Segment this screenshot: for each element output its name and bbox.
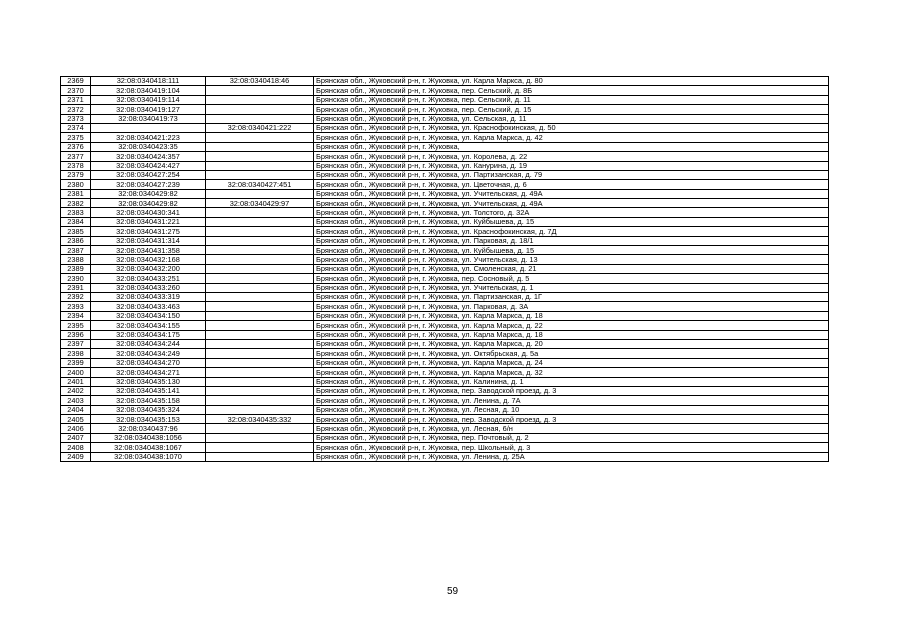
cadastral-number-cell: 32:08:0340432:200 [91,264,206,273]
linked-cadastral-number-cell [206,274,314,283]
address-cell: Брянская обл., Жуковский р-н, г. Жуковка, ул. Ленина, д. 7А [314,396,829,405]
address-cell: Брянская обл., Жуковский р-н, г. Жуковка, ул. Калинина, д. 1 [314,377,829,386]
table-row [61,443,829,452]
linked-cadastral-number-cell [206,433,314,442]
linked-cadastral-number-cell [206,358,314,367]
address-cell: Брянская обл., Жуковский р-н, г. Жуковка, ул. Карла Маркса, д. 80 [314,77,829,86]
linked-cadastral-number-cell [206,170,314,179]
table-row [61,349,829,358]
cadastral-number-cell: 32:08:0340419:114 [91,95,206,104]
cadastral-number-cell: 32:08:0340438:1056 [91,433,206,442]
linked-cadastral-number-cell [206,377,314,386]
table-row [61,227,829,236]
row-number-cell: 2398 [61,349,91,358]
linked-cadastral-number-cell [206,152,314,161]
row-number-cell: 2406 [61,424,91,433]
address-cell: Брянская обл., Жуковский р-н, г. Жуковка, пер. Сосновый, д. 5 [314,274,829,283]
cadastral-number-cell: 32:08:0340419:127 [91,105,206,114]
table-row [61,142,829,151]
linked-cadastral-number-cell [206,405,314,414]
row-number-cell: 2388 [61,255,91,264]
linked-cadastral-number-cell [206,452,314,461]
table-row [61,152,829,161]
cadastral-number-cell: 32:08:0340433:463 [91,302,206,311]
table-row [61,180,829,189]
row-number-cell: 2407 [61,433,91,442]
row-number-cell: 2387 [61,246,91,255]
address-cell: Брянская обл., Жуковский р-н, г. Жуковка, ул. Лесная, 6/н [314,424,829,433]
linked-cadastral-number-cell [206,302,314,311]
table-row [61,105,829,114]
linked-cadastral-number-cell [206,217,314,226]
linked-cadastral-number-cell [206,311,314,320]
address-cell: Брянская обл., Жуковский р-н, г. Жуковка, пер. Заводской проезд, д. 3 [314,415,829,424]
address-cell: Брянская обл., Жуковский р-н, г. Жуковка, ул. Парковая, д. 18/1 [314,236,829,245]
table-row [61,274,829,283]
row-number-cell: 2408 [61,443,91,452]
cadastral-number-cell: 32:08:0340429:82 [91,199,206,208]
table-row [61,283,829,292]
row-number-cell: 2399 [61,358,91,367]
linked-cadastral-number-cell [206,105,314,114]
table-row [61,405,829,414]
registry-table-body [61,77,829,462]
table-row [61,415,829,424]
cadastral-number-cell: 32:08:0340434:249 [91,349,206,358]
linked-cadastral-number-cell [206,142,314,151]
table-row [61,452,829,461]
linked-cadastral-number-cell: 32:08:0340421:222 [206,123,314,132]
cadastral-number-cell: 32:08:0340418:111 [91,77,206,86]
linked-cadastral-number-cell [206,424,314,433]
row-number-cell: 2384 [61,217,91,226]
cadastral-number-cell: 32:08:0340431:275 [91,227,206,236]
cadastral-number-cell: 32:08:0340423:35 [91,142,206,151]
address-cell: Брянская обл., Жуковский р-н, г. Жуковка, ул. Партизанская, д. 79 [314,170,829,179]
cadastral-number-cell: 32:08:0340432:168 [91,255,206,264]
address-cell: Брянская обл., Жуковский р-н, г. Жуковка, пер. Сельский, д. 8Б [314,86,829,95]
row-number-cell: 2376 [61,142,91,151]
linked-cadastral-number-cell [206,264,314,273]
cadastral-number-cell: 32:08:0340437:96 [91,424,206,433]
row-number-cell: 2403 [61,396,91,405]
row-number-cell: 2390 [61,274,91,283]
table-row [61,377,829,386]
cadastral-number-cell: 32:08:0340429:82 [91,189,206,198]
linked-cadastral-number-cell [206,133,314,142]
address-cell: Брянская обл., Жуковский р-н, г. Жуковка, пер. Сельский, д. 15 [314,105,829,114]
table-row [61,133,829,142]
linked-cadastral-number-cell [206,255,314,264]
table-row [61,255,829,264]
address-cell: Брянская обл., Жуковский р-н, г. Жуковка, ул. Карла Маркса, д. 32 [314,368,829,377]
page-number: 59 [446,586,459,597]
address-cell: Брянская обл., Жуковский р-н, г. Жуковка, ул. Краснофокинская, д. 50 [314,123,829,132]
cadastral-number-cell: 32:08:0340433:260 [91,283,206,292]
table-row [61,114,829,123]
table-row [61,77,829,86]
row-number-cell: 2381 [61,189,91,198]
row-number-cell: 2383 [61,208,91,217]
row-number-cell: 2386 [61,236,91,245]
cadastral-number-cell: 32:08:0340419:73 [91,114,206,123]
linked-cadastral-number-cell: 32:08:0340429:97 [206,199,314,208]
table-row [61,339,829,348]
linked-cadastral-number-cell [206,95,314,104]
address-cell: Брянская обл., Жуковский р-н, г. Жуковка, ул. Цветочная, д. 6 [314,180,829,189]
address-cell: Брянская обл., Жуковский р-н, г. Жуковка, ул. Учительская, д. 13 [314,255,829,264]
linked-cadastral-number-cell [206,189,314,198]
cadastral-number-cell: 32:08:0340433:319 [91,292,206,301]
table-row [61,236,829,245]
table-row [61,123,829,132]
address-cell: Брянская обл., Жуковский р-н, г. Жуковка, ул. Карла Маркса, д. 24 [314,358,829,367]
cadastral-number-cell: 32:08:0340438:1067 [91,443,206,452]
table-row [61,386,829,395]
address-cell: Брянская обл., Жуковский р-н, г. Жуковка, ул. Карла Маркса, д. 22 [314,321,829,330]
row-number-cell: 2391 [61,283,91,292]
address-cell: Брянская обл., Жуковский р-н, г. Жуковка, ул. Куйбышева, д. 15 [314,246,829,255]
address-cell: Брянская обл., Жуковский р-н, г. Жуковка, ул. Партизанская, д. 1Г [314,292,829,301]
cadastral-number-cell: 32:08:0340431:358 [91,246,206,255]
cadastral-number-cell: 32:08:0340434:155 [91,321,206,330]
table-row [61,311,829,320]
row-number-cell: 2392 [61,292,91,301]
address-cell: Брянская обл., Жуковский р-н, г. Жуковка, ул. Куйбышева, д. 15 [314,217,829,226]
linked-cadastral-number-cell [206,227,314,236]
property-registry-table [60,76,829,462]
table-row [61,424,829,433]
row-number-cell: 2401 [61,377,91,386]
row-number-cell: 2404 [61,405,91,414]
table-row [61,95,829,104]
cadastral-number-cell: 32:08:0340431:314 [91,236,206,245]
row-number-cell: 2397 [61,339,91,348]
linked-cadastral-number-cell [206,236,314,245]
address-cell: Брянская обл., Жуковский р-н, г. Жуковка, ул. Парковая, д. 3А [314,302,829,311]
cadastral-number-cell: 32:08:0340427:254 [91,170,206,179]
address-cell: Брянская обл., Жуковский р-н, г. Жуковка, [314,142,829,151]
address-cell: Брянская обл., Жуковский р-н, г. Жуковка, ул. Королева, д. 22 [314,152,829,161]
row-number-cell: 2400 [61,368,91,377]
row-number-cell: 2405 [61,415,91,424]
table-row [61,170,829,179]
address-cell: Брянская обл., Жуковский р-н, г. Жуковка, ул. Ленина, д. 25А [314,452,829,461]
address-cell: Брянская обл., Жуковский р-н, г. Жуковка, пер. Почтовый, д. 2 [314,433,829,442]
row-number-cell: 2409 [61,452,91,461]
address-cell: Брянская обл., Жуковский р-н, г. Жуковка, пер. Заводской проезд, д. 3 [314,386,829,395]
table-row [61,358,829,367]
linked-cadastral-number-cell: 32:08:0340435:332 [206,415,314,424]
cadastral-number-cell: 32:08:0340431:221 [91,217,206,226]
linked-cadastral-number-cell [206,246,314,255]
address-cell: Брянская обл., Жуковский р-н, г. Жуковка, ул. Карла Маркса, д. 18 [314,330,829,339]
address-cell: Брянская обл., Жуковский р-н, г. Жуковка, ул. Учительская, д. 1 [314,283,829,292]
linked-cadastral-number-cell [206,443,314,452]
cadastral-number-cell: 32:08:0340434:270 [91,358,206,367]
table-row [61,86,829,95]
cadastral-number-cell: 32:08:0340434:150 [91,311,206,320]
table-row [61,292,829,301]
row-number-cell: 2394 [61,311,91,320]
table-row [61,321,829,330]
address-cell: Брянская обл., Жуковский р-н, г. Жуковка, ул. Карла Маркса, д. 42 [314,133,829,142]
table-row [61,199,829,208]
row-number-cell: 2402 [61,386,91,395]
address-cell: Брянская обл., Жуковский р-н, г. Жуковка, ул. Октябрьская, д. 5а [314,349,829,358]
row-number-cell: 2373 [61,114,91,123]
address-cell: Брянская обл., Жуковский р-н, г. Жуковка, пер. Школьный, д. 3 [314,443,829,452]
cadastral-number-cell: 32:08:0340419:104 [91,86,206,95]
linked-cadastral-number-cell [206,321,314,330]
linked-cadastral-number-cell [206,330,314,339]
address-cell: Брянская обл., Жуковский р-н, г. Жуковка, ул. Учительская, д. 49А [314,199,829,208]
row-number-cell: 2379 [61,170,91,179]
row-number-cell: 2389 [61,264,91,273]
cadastral-number-cell [91,123,206,132]
cadastral-number-cell: 32:08:0340435:324 [91,405,206,414]
row-number-cell: 2393 [61,302,91,311]
address-cell: Брянская обл., Жуковский р-н, г. Жуковка, пер. Сельский, д. 11 [314,95,829,104]
address-cell: Брянская обл., Жуковский р-н, г. Жуковка, ул. Толстого, д. 32А [314,208,829,217]
row-number-cell: 2370 [61,86,91,95]
table-row [61,161,829,170]
address-cell: Брянская обл., Жуковский р-н, г. Жуковка, ул. Лесная, д. 10 [314,405,829,414]
cadastral-number-cell: 32:08:0340424:427 [91,161,206,170]
table-row [61,246,829,255]
linked-cadastral-number-cell [206,86,314,95]
row-number-cell: 2371 [61,95,91,104]
cadastral-number-cell: 32:08:0340433:251 [91,274,206,283]
cadastral-number-cell: 32:08:0340434:271 [91,368,206,377]
cadastral-number-cell: 32:08:0340430:341 [91,208,206,217]
row-number-cell: 2382 [61,199,91,208]
linked-cadastral-number-cell [206,283,314,292]
linked-cadastral-number-cell [206,396,314,405]
linked-cadastral-number-cell: 32:08:0340418:46 [206,77,314,86]
linked-cadastral-number-cell [206,368,314,377]
row-number-cell: 2374 [61,123,91,132]
table-row [61,264,829,273]
row-number-cell: 2372 [61,105,91,114]
cadastral-number-cell: 32:08:0340435:153 [91,415,206,424]
linked-cadastral-number-cell [206,208,314,217]
address-cell: Брянская обл., Жуковский р-н, г. Жуковка, ул. Карла Маркса, д. 20 [314,339,829,348]
address-cell: Брянская обл., Жуковский р-н, г. Жуковка, ул. Учительская, д. 49А [314,189,829,198]
row-number-cell: 2385 [61,227,91,236]
table-row [61,189,829,198]
linked-cadastral-number-cell [206,292,314,301]
cadastral-number-cell: 32:08:0340435:158 [91,396,206,405]
linked-cadastral-number-cell [206,386,314,395]
linked-cadastral-number-cell: 32:08:0340427:451 [206,180,314,189]
cadastral-number-cell: 32:08:0340434:175 [91,330,206,339]
address-cell: Брянская обл., Жуковский р-н, г. Жуковка, ул. Смоленская, д. 21 [314,264,829,273]
table-row [61,217,829,226]
table-row [61,396,829,405]
row-number-cell: 2395 [61,321,91,330]
linked-cadastral-number-cell [206,161,314,170]
address-cell: Брянская обл., Жуковский р-н, г. Жуковка, ул. Карла Маркса, д. 18 [314,311,829,320]
row-number-cell: 2378 [61,161,91,170]
table-row [61,208,829,217]
row-number-cell: 2369 [61,77,91,86]
linked-cadastral-number-cell [206,114,314,123]
table-row [61,330,829,339]
address-cell: Брянская обл., Жуковский р-н, г. Жуковка, ул. Сельская, д. 11 [314,114,829,123]
cadastral-number-cell: 32:08:0340427:239 [91,180,206,189]
cadastral-number-cell: 32:08:0340435:130 [91,377,206,386]
linked-cadastral-number-cell [206,349,314,358]
row-number-cell: 2396 [61,330,91,339]
address-cell: Брянская обл., Жуковский р-н, г. Жуковка, ул. Краснофокинская, д. 7Д [314,227,829,236]
row-number-cell: 2380 [61,180,91,189]
cadastral-number-cell: 32:08:0340438:1070 [91,452,206,461]
table-row [61,433,829,442]
address-cell: Брянская обл., Жуковский р-н, г. Жуковка, ул. Канурина, д. 19 [314,161,829,170]
cadastral-number-cell: 32:08:0340435:141 [91,386,206,395]
cadastral-number-cell: 32:08:0340421:223 [91,133,206,142]
row-number-cell: 2377 [61,152,91,161]
table-row [61,302,829,311]
row-number-cell: 2375 [61,133,91,142]
cadastral-number-cell: 32:08:0340434:244 [91,339,206,348]
cadastral-number-cell: 32:08:0340424:357 [91,152,206,161]
table-row [61,368,829,377]
linked-cadastral-number-cell [206,339,314,348]
